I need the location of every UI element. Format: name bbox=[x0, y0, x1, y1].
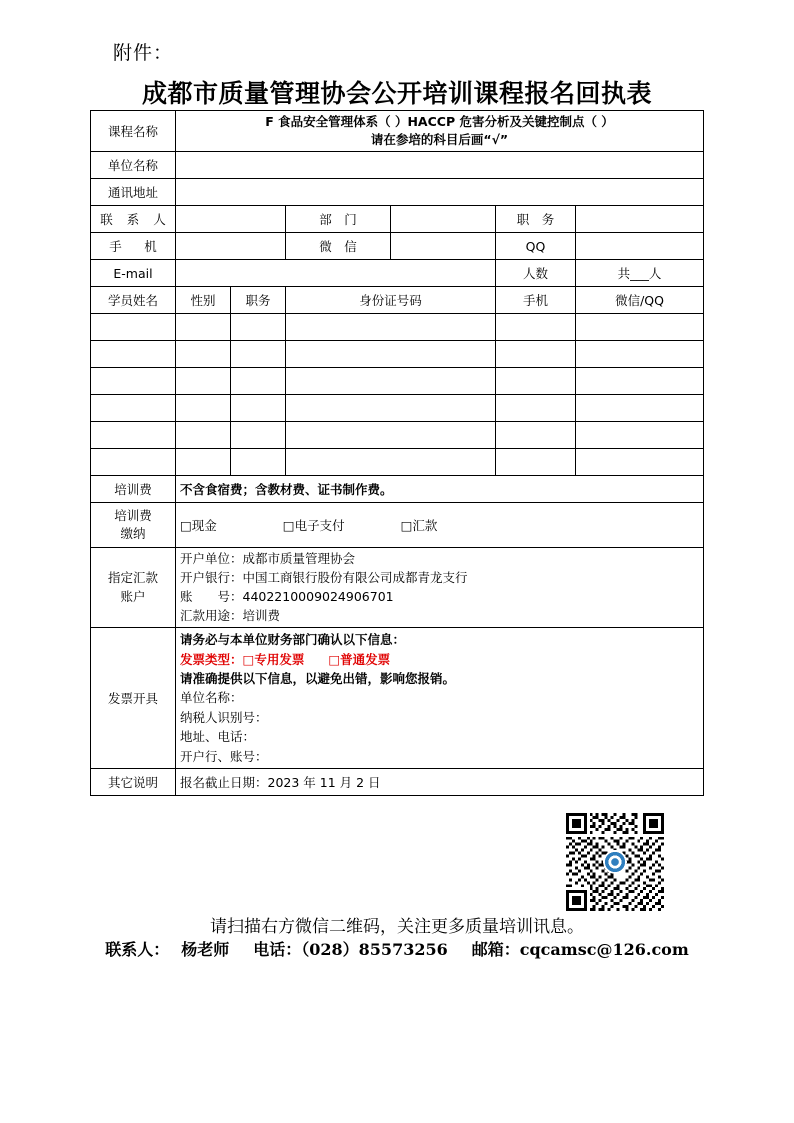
table-row bbox=[91, 628, 704, 769]
remit-line-purpose: 汇款用途：培训费 bbox=[180, 607, 281, 623]
student-cell-position[interactable] bbox=[231, 422, 286, 449]
course-name-label: 课程名称 bbox=[91, 111, 176, 152]
invoice-field-unit-name[interactable]: 单位名称： bbox=[180, 690, 243, 706]
invoice-field-bank-account[interactable]: 开户行、账号： bbox=[180, 748, 268, 764]
mobile-field[interactable] bbox=[176, 233, 286, 260]
student-cell-wechat-qq[interactable] bbox=[576, 341, 704, 368]
student-cell-wechat-qq[interactable] bbox=[576, 449, 704, 476]
remit-line-account-holder: 开户单位：成都市质量管理协会 bbox=[180, 551, 356, 567]
table-row bbox=[91, 503, 704, 548]
payment-options bbox=[176, 503, 704, 548]
contact-label: 联 系 人 bbox=[91, 206, 176, 233]
people-count-field[interactable]: 共___人 bbox=[576, 260, 704, 287]
remit-label-line-2: 账户 bbox=[120, 588, 146, 604]
email-field[interactable] bbox=[176, 260, 496, 287]
student-table-header-row bbox=[91, 287, 704, 314]
student-cell-gender[interactable] bbox=[176, 368, 231, 395]
student-header-gender: 性别 bbox=[176, 287, 231, 314]
table-row bbox=[91, 111, 704, 152]
student-cell-wechat-qq[interactable] bbox=[576, 395, 704, 422]
address-label: 通讯地址 bbox=[91, 179, 176, 206]
student-cell-gender[interactable] bbox=[176, 341, 231, 368]
position-field[interactable] bbox=[576, 206, 704, 233]
student-cell-name[interactable] bbox=[91, 422, 176, 449]
student-cell-name[interactable] bbox=[91, 341, 176, 368]
course-name-line-1: F 食品安全管理体系（ ）HACCP 危害分析及关键控制点（ ） bbox=[265, 114, 614, 129]
table-row bbox=[91, 152, 704, 179]
attachment-label: 附件： bbox=[113, 42, 174, 64]
invoice-type-label: 发票类型： bbox=[180, 651, 243, 667]
table-row bbox=[91, 449, 704, 476]
other-label: 其它说明 bbox=[91, 768, 176, 795]
email-label: E-mail bbox=[91, 260, 176, 287]
student-header-name: 学员姓名 bbox=[91, 287, 176, 314]
table-row bbox=[91, 368, 704, 395]
table-row bbox=[91, 233, 704, 260]
payment-label bbox=[91, 503, 176, 548]
table-row bbox=[91, 341, 704, 368]
training-fee-label: 培训费 bbox=[91, 476, 176, 503]
remit-label-line-1: 指定汇款 bbox=[107, 570, 158, 585]
student-cell-id[interactable] bbox=[286, 449, 496, 476]
other-value: 报名截止日期：2023 年 11 月 2 日 bbox=[176, 768, 704, 795]
student-cell-position[interactable] bbox=[231, 368, 286, 395]
student-cell-id[interactable] bbox=[286, 368, 496, 395]
email-label-footer: 邮箱： bbox=[471, 940, 520, 959]
student-cell-wechat-qq[interactable] bbox=[576, 314, 704, 341]
payment-option-cash[interactable]: □现金 bbox=[180, 518, 217, 534]
remit-label bbox=[91, 548, 176, 628]
student-header-id: 身份证号码 bbox=[286, 287, 496, 314]
invoice-info bbox=[176, 628, 704, 769]
student-cell-gender[interactable] bbox=[176, 314, 231, 341]
phone-label: 电话： bbox=[253, 940, 302, 959]
address-field[interactable] bbox=[176, 179, 704, 206]
course-name-line-2: 请在参培的科目后画“√” bbox=[370, 132, 509, 148]
table-row bbox=[91, 206, 704, 233]
table-row bbox=[91, 476, 704, 503]
remit-line-account-number: 账 号：4402210009024906701 bbox=[180, 588, 394, 604]
table-row bbox=[91, 395, 704, 422]
remit-info bbox=[176, 548, 704, 628]
registration-form-table bbox=[90, 110, 704, 796]
invoice-type-special[interactable]: □专用发票 bbox=[242, 651, 305, 667]
student-cell-gender[interactable] bbox=[176, 395, 231, 422]
student-cell-mobile[interactable] bbox=[496, 368, 576, 395]
invoice-confirm-note: 请务必与本单位财务部门确认以下信息： bbox=[180, 632, 406, 648]
wechat-field[interactable] bbox=[391, 233, 496, 260]
student-cell-name[interactable] bbox=[91, 368, 176, 395]
student-cell-id[interactable] bbox=[286, 395, 496, 422]
student-cell-name[interactable] bbox=[91, 314, 176, 341]
student-cell-position[interactable] bbox=[231, 341, 286, 368]
invoice-field-taxpayer-id[interactable]: 纳税人识别号： bbox=[180, 709, 268, 725]
student-cell-mobile[interactable] bbox=[496, 314, 576, 341]
table-row bbox=[91, 179, 704, 206]
training-fee-value: 不含食宿费；含教材费、证书制作费。 bbox=[176, 476, 704, 503]
student-cell-gender[interactable] bbox=[176, 449, 231, 476]
email-value-footer[interactable]: cqcamsc@126.com bbox=[519, 940, 689, 959]
invoice-type-general[interactable]: □普通发票 bbox=[328, 651, 391, 667]
course-name-value bbox=[176, 111, 704, 152]
payment-option-remittance[interactable]: □汇款 bbox=[400, 518, 438, 534]
payment-option-epay[interactable]: □电子支付 bbox=[282, 518, 345, 534]
remit-line-bank: 开户银行：中国工商银行股份有限公司成都青龙支行 bbox=[180, 570, 468, 585]
student-cell-id[interactable] bbox=[286, 422, 496, 449]
invoice-accuracy-note: 请准确提供以下信息，以避免出错，影响您报销。 bbox=[180, 671, 456, 686]
invoice-type-row bbox=[180, 650, 699, 669]
people-count-label: 人数 bbox=[496, 260, 576, 287]
contact-field[interactable] bbox=[176, 206, 286, 233]
wechat-label: 微 信 bbox=[286, 233, 391, 260]
mobile-label: 手 机 bbox=[91, 233, 176, 260]
student-cell-wechat-qq[interactable] bbox=[576, 422, 704, 449]
payment-label-line-1: 培训费 bbox=[114, 507, 152, 523]
scan-instruction: 请扫描右方微信二维码，关注更多质量培训讯息。 bbox=[210, 917, 584, 937]
unit-name-field[interactable] bbox=[176, 152, 704, 179]
student-cell-mobile[interactable] bbox=[496, 422, 576, 449]
table-row bbox=[91, 314, 704, 341]
student-cell-mobile[interactable] bbox=[496, 449, 576, 476]
phone-value: （028）85573256 bbox=[301, 940, 448, 959]
student-cell-id[interactable] bbox=[286, 314, 496, 341]
wechat-qr-code-icon bbox=[566, 813, 664, 911]
student-cell-mobile[interactable] bbox=[496, 341, 576, 368]
qq-field[interactable] bbox=[576, 233, 704, 260]
student-cell-position[interactable] bbox=[231, 449, 286, 476]
student-header-wechat-qq: 微信/QQ bbox=[576, 287, 704, 314]
student-cell-mobile[interactable] bbox=[496, 395, 576, 422]
student-cell-wechat-qq[interactable] bbox=[576, 368, 704, 395]
student-cell-name[interactable] bbox=[91, 395, 176, 422]
department-field[interactable] bbox=[391, 206, 496, 233]
student-cell-name[interactable] bbox=[91, 449, 176, 476]
table-row bbox=[91, 768, 704, 795]
table-row bbox=[91, 260, 704, 287]
department-label: 部 门 bbox=[286, 206, 391, 233]
table-row bbox=[91, 422, 704, 449]
position-label: 职 务 bbox=[496, 206, 576, 233]
unit-name-label: 单位名称 bbox=[91, 152, 176, 179]
student-cell-gender[interactable] bbox=[176, 422, 231, 449]
student-cell-position[interactable] bbox=[231, 395, 286, 422]
page-title: 成都市质量管理协会公开培训课程报名回执表 bbox=[141, 79, 652, 108]
contact-footer bbox=[0, 937, 794, 960]
contact-prefix: 联系人： bbox=[105, 940, 170, 959]
payment-label-line-2: 缴纳 bbox=[120, 526, 146, 542]
student-header-position: 职务 bbox=[231, 287, 286, 314]
student-cell-position[interactable] bbox=[231, 314, 286, 341]
student-cell-id[interactable] bbox=[286, 341, 496, 368]
contact-person: 杨老师 bbox=[181, 940, 230, 959]
student-header-mobile: 手机 bbox=[496, 287, 576, 314]
table-row bbox=[91, 548, 704, 628]
invoice-field-address-phone[interactable]: 地址、电话： bbox=[180, 729, 256, 745]
qq-label: QQ bbox=[496, 233, 576, 260]
invoice-label: 发票开具 bbox=[91, 628, 176, 769]
